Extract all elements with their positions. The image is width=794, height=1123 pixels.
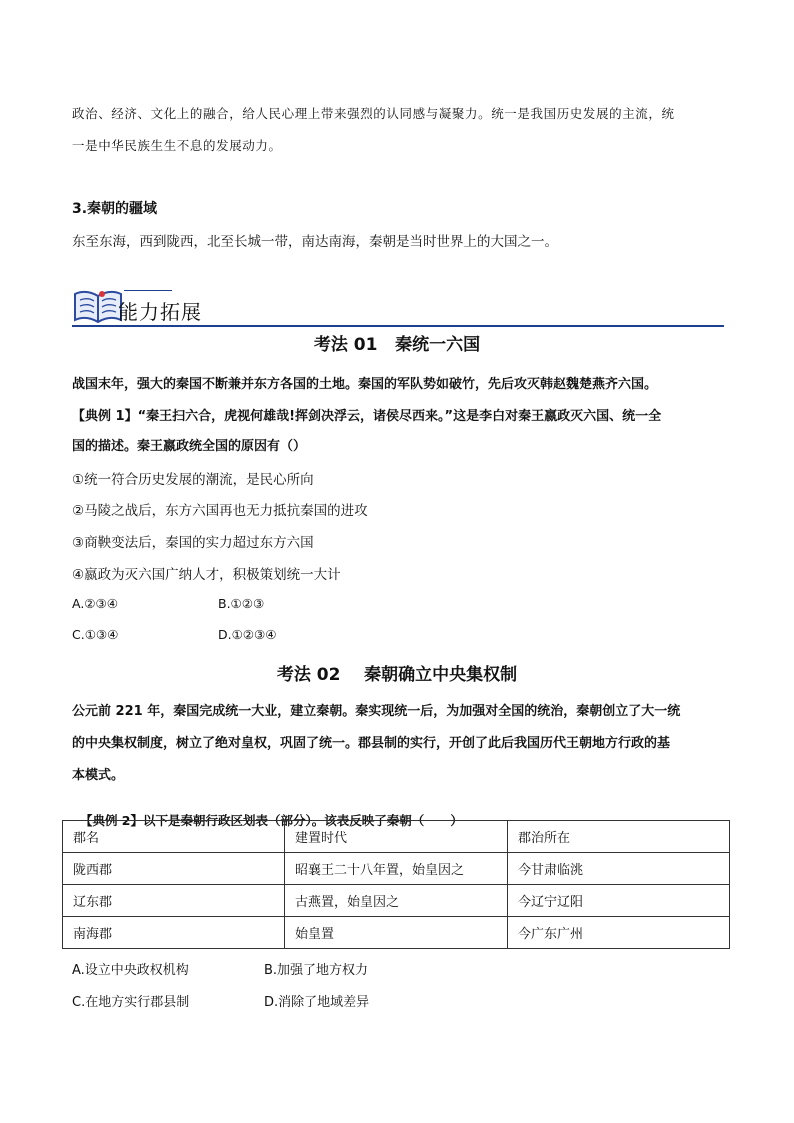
- option-d: D.消除了地域差异: [264, 995, 370, 1010]
- table-cell: 辽东郡: [63, 885, 285, 917]
- table-cell: 南海郡: [63, 917, 285, 949]
- intro-line-1: 政治、经济、文化上的融合，给人民心理上带来强烈的认同感与凝聚力。统一是我国历史发展的主流，统: [72, 106, 675, 121]
- example-2-label: 【典例 2】: [79, 813, 144, 828]
- section-body: 东至东海，西到陇西，北至长城一带，南达南海，秦朝是当时世界上的大国之一。: [72, 234, 558, 250]
- kaofa-2-title: 考法 02 秦朝确立中央集权制: [276, 665, 518, 685]
- book-icon: [72, 286, 124, 326]
- kaofa-2-para-3: 本模式。: [72, 768, 125, 783]
- option-b: B.①②③: [218, 596, 265, 611]
- section-heading: 3.秦朝的疆域: [72, 201, 158, 217]
- example-1-line-2: 国的描述。秦王嬴政统全国的原因有（）: [72, 439, 307, 454]
- example-1-line-1: [72, 405, 661, 424]
- kaofa-1-title: 考法 01 秦统一六国: [313, 335, 481, 355]
- example-1-label: 【典例 1】: [72, 409, 138, 424]
- option-c: C.在地方实行郡县制: [72, 995, 190, 1010]
- table-cell: 昭襄王二十八年置，始皇因之: [285, 853, 508, 885]
- table-header-row: [63, 821, 730, 853]
- table-cell: 始皇置: [285, 917, 508, 949]
- example-2-text: 以下是秦朝行政区划表（部分）。该表反映了秦朝（ ）: [143, 813, 463, 828]
- list-item: ④嬴政为灭六国广纳人才，积极策划统一大计: [72, 567, 341, 583]
- admin-division-table: [62, 820, 730, 949]
- table-header-cell: 郡治所在: [508, 821, 730, 853]
- list-item: ①统一符合历史发展的潮流，是民心所向: [72, 472, 314, 488]
- table-header-cell: 郡名: [63, 821, 285, 853]
- kaofa-2-para-1: 公元前 221 年，秦国完成统一大业，建立秦朝。秦实现统一后，为加强对全国的统治，秦朝创立了大一统: [72, 704, 681, 719]
- option-a: A.设立中央政权机构: [72, 963, 189, 978]
- banner-rule: [72, 325, 724, 327]
- intro-line-2: 一是中华民族生生不息的发展动力。: [72, 138, 282, 153]
- table-cell: 今广东广州: [508, 917, 730, 949]
- table-row: [63, 853, 730, 885]
- table-cell: 今辽宁辽阳: [508, 885, 730, 917]
- banner-title: 能力拓展: [118, 300, 202, 324]
- example-1-text: “秦王扫六合，虎视何雄哉!挥剑决浮云，诸侯尽西来。”这是李白对秦王嬴政灭六国、统一全: [137, 409, 662, 424]
- table-row: [63, 885, 730, 917]
- kaofa-1-intro: 战国末年，强大的秦国不断兼并东方各国的土地。秦国的军队势如破竹，先后攻灭韩赵魏楚燕齐六国。: [72, 377, 658, 392]
- list-item: ②马陵之战后，东方六国再也无力抵抗秦国的进攻: [72, 503, 368, 519]
- option-a: A.②③④: [72, 596, 118, 611]
- table-cell: 今甘肃临洮: [508, 853, 730, 885]
- table-cell: 陇西郡: [63, 853, 285, 885]
- option-d: D.①②③④: [218, 627, 277, 642]
- kaofa-2-para-2: 的中央集权制度，树立了绝对皇权，巩固了统一。郡县制的实行，开创了此后我国历代王朝地方行政的基: [72, 736, 671, 751]
- list-item: ③商鞅变法后，秦国的实力超过东方六国: [72, 535, 314, 551]
- table-row: [63, 917, 730, 949]
- option-c: C.①③④: [72, 627, 119, 642]
- banner-top-rule: [124, 290, 172, 291]
- option-b: B.加强了地方权力: [264, 963, 369, 978]
- table-cell: 古燕置，始皇因之: [285, 885, 508, 917]
- table-header-cell: 建置时代: [285, 821, 508, 853]
